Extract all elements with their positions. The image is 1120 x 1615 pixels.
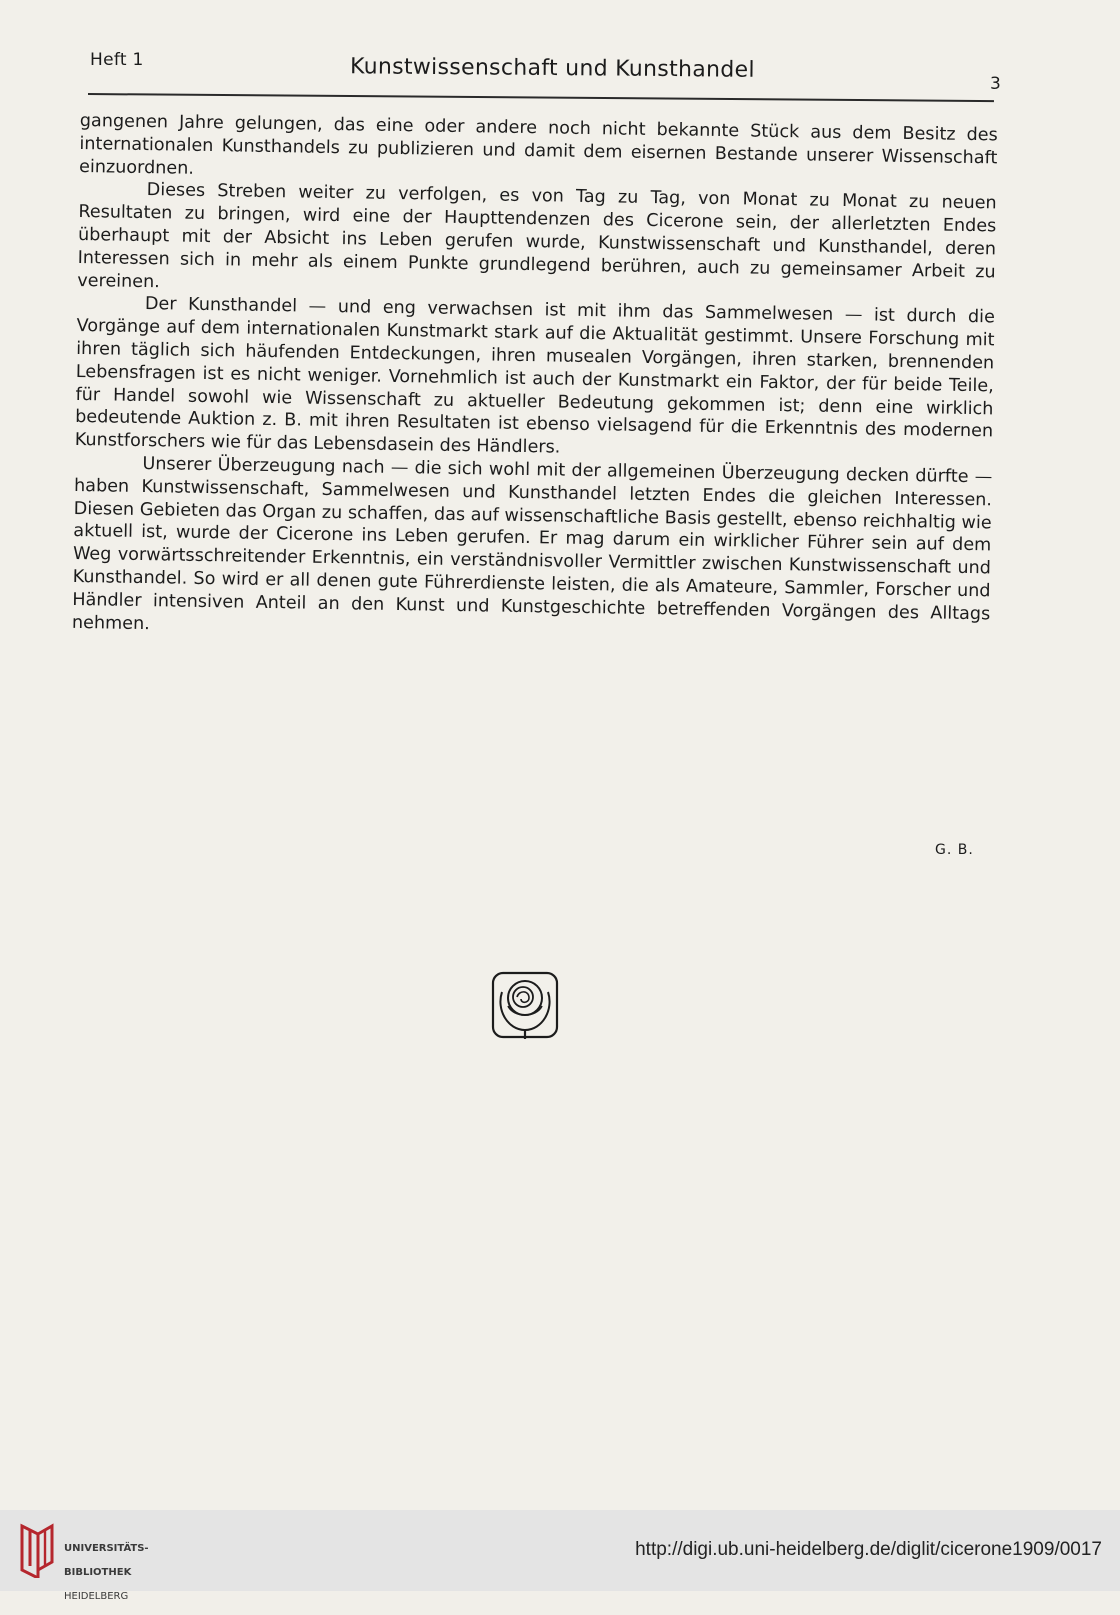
article-body [72,110,998,649]
footer-bar [0,1510,1120,1602]
library-name-line: BIBLIOTHEK [64,1567,132,1578]
library-name [64,1531,149,1615]
rose-vignette-icon [490,970,560,1042]
library-name-line: HEIDELBERG [64,1591,129,1602]
paragraph: gangenen Jahre gelungen, das eine oder andere noch nicht bekannte Stück aus dem Besitz des internationalen Kunsthandels zu publizieren und damit dem eisernen Bestande unserer Wissenschaft einzuordnen. [78,110,998,179]
library-logo-icon [18,1522,58,1578]
permalink-url[interactable]: http://digi.ub.uni-heidelberg.de/diglit/cicerone1909/0017 [635,1539,1102,1560]
paragraph: Unserer Überzeugung nach — die sich wohl mit der allgemeinen Überzeugung decken dürfte — haben Kunstwissenschaft, Sammelwesen und Kunsthandel letzten Endes die gleichen Interessen. Diesen Gebieten das Organ zu schaffen, das auf wissenschaftliche Basis gestellt, ebenso reichhaltig wie aktuell ist, wurde der Cicerone ins Leben gerufen. Er mag darum ein wirklicher Führer sein auf dem Weg vorwärtsschreitender Erkenntnis, ein verständnisvoller Vermittler zwischen Kunstwissenschaft und Kunsthandel. So wird er all denen gute Führerdienste leisten, die als Amateure, Sammler, Forscher und Händler intensiven Anteil an den Kunst und Kunstgeschichte betreffenden Vorgängen des Alltags nehmen. [71,453,993,634]
paragraph: Der Kunsthandel — und eng verwachsen ist mit ihm das Sammelwesen — ist durch die Vorgänge auf dem internationalen Kunstmarkt stark auf die Aktualität gestimmt. Unsere Forschung mit ihren täglich sich häufenden Entdeckungen, ihren musealen Vorgängen, ihren starken, brennenden Lebensfragen ist es nicht weniger. Vornehmlich ist auch der Kunstmarkt ein Faktor, der für beide Teile, für Handel sowohl wie Wissenschaft zu aktueller Bedeutung gekommen ist; denn eine wirklich bedeutende Auktion z. B. mit ihren Resultaten ist ebenso vielsagend für die Erkenntnis des modernen Kunstforschers wie für das Lebensdasein des Händlers. [74,294,996,458]
header-rule [88,93,994,102]
running-head-left: Heft 1 [90,50,144,70]
paragraph: Dieses Streben weiter zu verfolgen, es von Tag zu Tag, von Monat zu Monat zu neuen Resultaten zu bringen, wird eine der Haupttendenzen des Cicerone sein, der allerletzten Endes überhaupt mit der Absicht ins Leben gerufen wurde, Kunstwissenschaft und Kunsthandel, deren Interessen sich in mehr als einem Punkte grundlegend berühren, auch zu gemeinsamer Arbeit zu vereinen. [77,180,997,292]
library-name-line: UNIVERSITÄTS- [64,1543,149,1554]
running-title: Kunstwissenschaft und Kunsthandel [349,54,755,83]
author-signature: G. B. [935,842,974,858]
page-number: 3 [990,74,1001,94]
